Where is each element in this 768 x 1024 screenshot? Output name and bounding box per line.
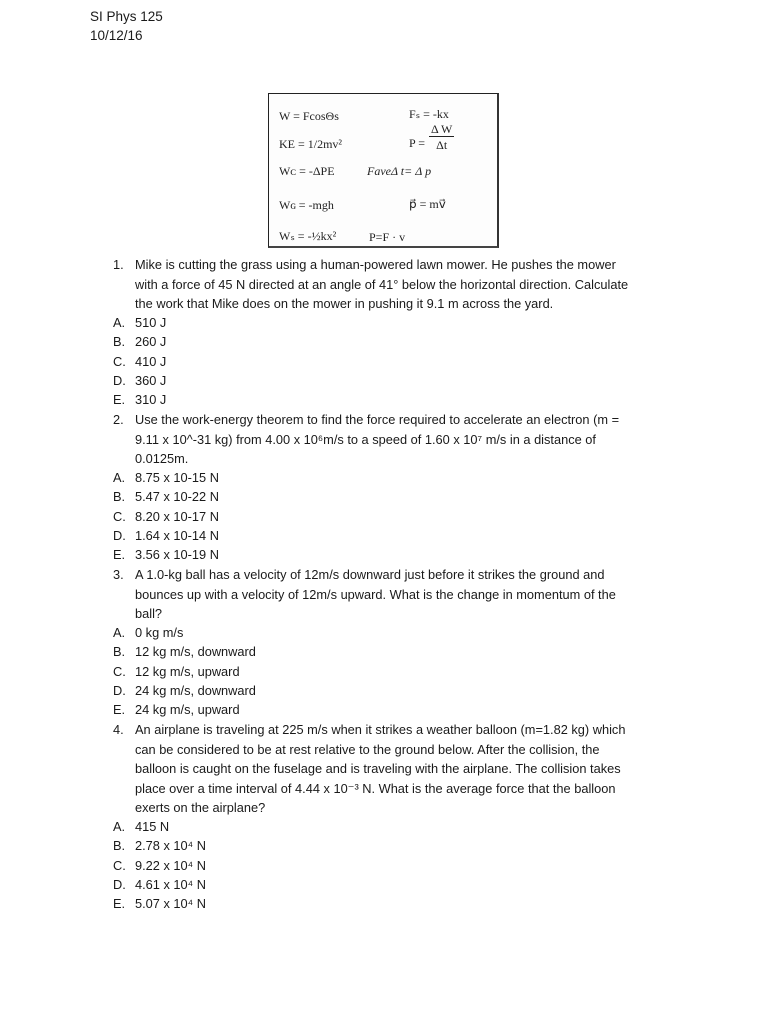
- option-letter: D.: [113, 373, 126, 388]
- option-letter: D.: [113, 683, 126, 698]
- option-letter: C.: [113, 664, 126, 679]
- question-text: [135, 410, 675, 469]
- formula-momentum: p⃗ = mv⃗: [409, 197, 446, 211]
- question-number: 3.: [113, 567, 124, 582]
- answer-option: [113, 371, 166, 391]
- question-line: ball?: [135, 606, 163, 621]
- question-text: [135, 565, 675, 624]
- answer-option: [113, 681, 256, 701]
- power-numerator: Δ W: [431, 122, 453, 136]
- option-text: 415 N: [135, 819, 170, 834]
- option-letter: B.: [113, 489, 126, 504]
- formula-gravity-work: Wɢ = -mgh: [279, 198, 334, 212]
- answer-option: [113, 468, 219, 488]
- answer-option: [113, 526, 219, 546]
- option-letter: B.: [113, 334, 126, 349]
- question-line: the work that Mike does on the mower in pushing it 9.1 m across the yard.: [135, 296, 554, 311]
- formula-kinetic-energy: KE = 1/2mv²: [279, 137, 343, 151]
- formula-impulse: FaveΔ t= Δ p⃗: [367, 164, 441, 178]
- answer-option: [113, 332, 166, 352]
- option-letter: C.: [113, 354, 126, 369]
- option-text: 8.20 x 10-17 N: [135, 509, 219, 524]
- course-title: SI Phys 125: [90, 9, 163, 24]
- formula-sheet: [268, 93, 499, 248]
- question-line: exerts on the airplane?: [135, 800, 266, 815]
- option-letter: A.: [113, 819, 126, 834]
- option-text: 5.47 x 10-22 N: [135, 489, 219, 504]
- answer-option: [113, 313, 166, 333]
- answer-option: [113, 623, 183, 643]
- option-text: 260 J: [135, 334, 167, 349]
- option-text: 310 J: [135, 392, 167, 407]
- formula-conservative-work: Wᴄ = -ΔPE: [279, 164, 335, 178]
- option-text: 9.22 x 10⁴ N: [135, 858, 206, 873]
- question-line: bounces up with a velocity of 12m/s upward. What is the change in momentum of the: [135, 586, 616, 602]
- answer-option: [113, 836, 206, 856]
- option-letter: C.: [113, 509, 126, 524]
- option-letter: B.: [113, 644, 126, 659]
- answer-option: [113, 817, 169, 837]
- power-denominator: Δt: [436, 138, 448, 152]
- question-line: 0.0125m.: [135, 451, 189, 466]
- option-letter: A.: [113, 470, 126, 485]
- question-number: 2.: [113, 412, 124, 427]
- question-number: 4.: [113, 722, 124, 737]
- formula-spring-force: Fₛ = -kx: [409, 107, 449, 121]
- answer-option: [113, 487, 219, 507]
- option-letter: D.: [113, 528, 126, 543]
- option-letter: D.: [113, 877, 126, 892]
- option-text: 2.78 x 10⁴ N: [135, 838, 206, 853]
- option-text: 3.56 x 10-19 N: [135, 547, 219, 562]
- option-letter: B.: [113, 838, 126, 853]
- option-text: 4.61 x 10⁴ N: [135, 877, 206, 892]
- answer-option: [113, 507, 219, 527]
- question-text: [135, 255, 675, 314]
- option-text: 360 J: [135, 373, 167, 388]
- question-number: 1.: [113, 257, 124, 272]
- option-text: 510 J: [135, 315, 167, 330]
- option-text: 1.64 x 10-14 N: [135, 528, 219, 543]
- option-letter: A.: [113, 315, 126, 330]
- answer-option: [113, 856, 206, 876]
- option-text: 24 kg m/s, upward: [135, 702, 240, 717]
- question-line: An airplane is traveling at 225 m/s when it strikes a weather balloon (m=1.82 kg) which: [135, 722, 626, 737]
- question-line: balloon is caught on the fuselage and is traveling with the airplane. The collision takes: [135, 761, 621, 776]
- question-line: with a force of 45 N directed at an angle of 41° below the horizontal direction. Calculate: [135, 276, 629, 292]
- option-letter: C.: [113, 858, 126, 873]
- question-line: Mike is cutting the grass using a human-powered lawn mower. He pushes the mower: [135, 257, 616, 272]
- answer-option: [113, 700, 240, 720]
- question-line: Use the work-energy theorem to find the force required to accelerate an electron (m =: [135, 412, 620, 427]
- question-text: [135, 720, 675, 818]
- option-text: 24 kg m/s, downward: [135, 683, 256, 698]
- option-letter: E.: [113, 547, 126, 562]
- formula-spring-work: Wₛ = -½kx²: [279, 229, 337, 243]
- option-text: 0 kg m/s: [135, 625, 184, 640]
- question-line: A 1.0-kg ball has a velocity of 12m/s downward just before it strikes the ground and: [135, 567, 605, 582]
- option-text: 410 J: [135, 354, 167, 369]
- option-text: 12 kg m/s, downward: [135, 644, 256, 659]
- option-letter: E.: [113, 392, 126, 407]
- option-text: 5.07 x 10⁴ N: [135, 896, 206, 911]
- answer-option: [113, 875, 206, 895]
- question-line: place over a time interval of 4.44 x 10⁻³ N. What is the average force that the balloon: [135, 780, 616, 796]
- option-letter: E.: [113, 702, 126, 717]
- answer-option: [113, 894, 206, 914]
- date: 10/12/16: [90, 28, 143, 43]
- option-text: 8.75 x 10-15 N: [135, 470, 219, 485]
- formula-power-fraction: [429, 122, 454, 153]
- option-text: 12 kg m/s, upward: [135, 664, 240, 679]
- answer-option: [113, 352, 166, 372]
- question-line: 9.11 x 10^-31 kg) from 4.00 x 10⁶m/s to a speed of 1.60 x 10⁷ m/s in a distance of: [135, 431, 596, 447]
- answer-option: [113, 642, 256, 662]
- answer-option: [113, 390, 166, 410]
- formula-work: W = FcosΘs: [279, 109, 339, 123]
- question-line: can be considered to be at rest relative to the ground below. After the collision, the: [135, 741, 600, 757]
- option-letter: E.: [113, 896, 126, 911]
- option-letter: A.: [113, 625, 126, 640]
- formula-power-lhs: P =: [409, 136, 425, 150]
- answer-option: [113, 662, 240, 682]
- formula-power-dot: P=F · v: [369, 230, 406, 244]
- answer-option: [113, 545, 219, 565]
